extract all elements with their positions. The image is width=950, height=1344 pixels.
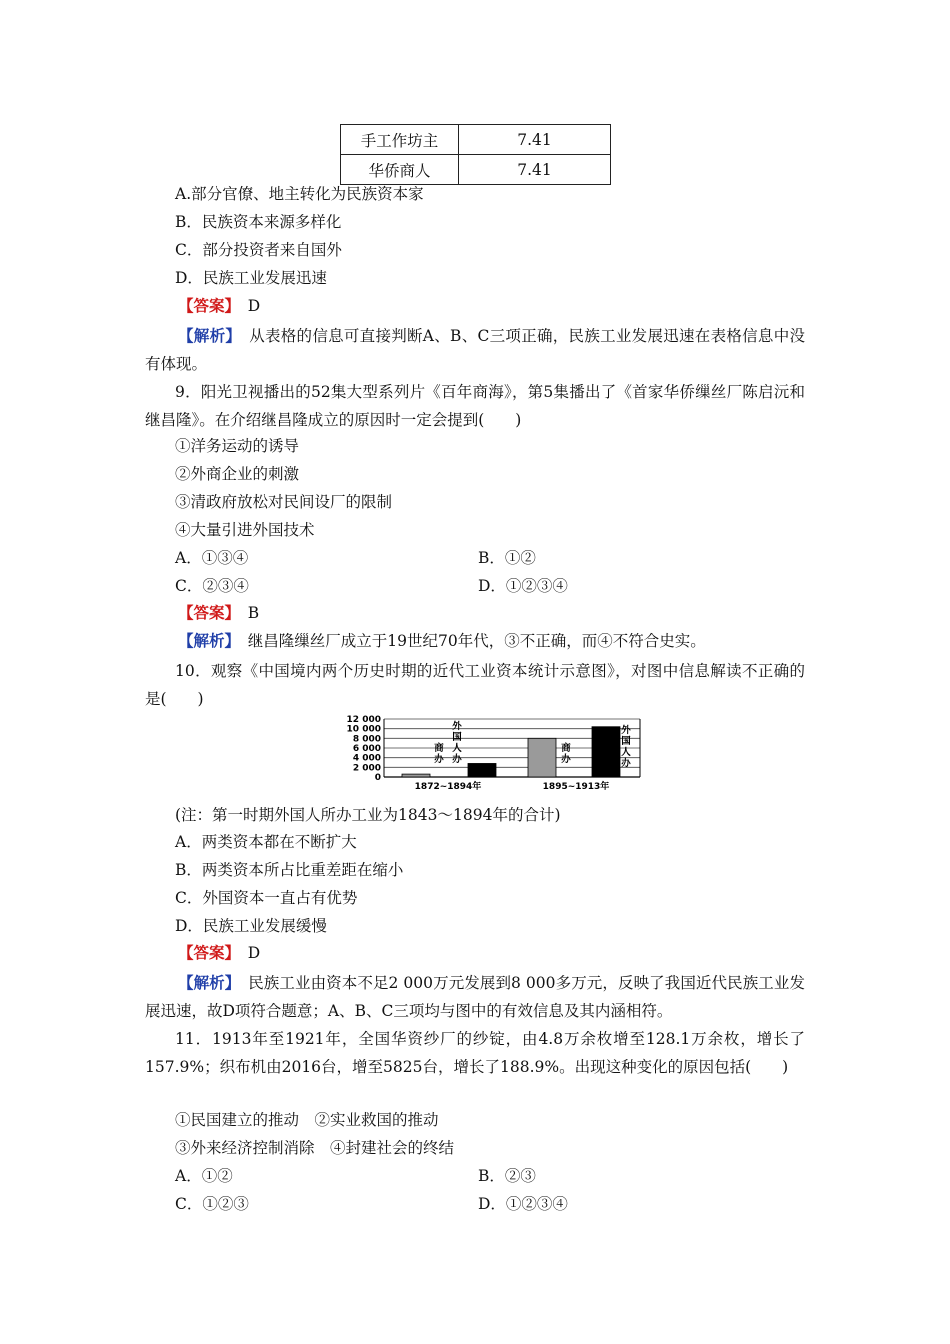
table-cell-label: 手工作坊主 — [341, 125, 459, 155]
bar-waiguo — [592, 727, 620, 777]
table-row — [341, 125, 611, 155]
bar-shang — [402, 774, 430, 777]
q8-analysis — [145, 322, 805, 378]
q9-answer — [178, 601, 259, 623]
bar-label-char: 办 — [434, 754, 444, 765]
answer-tag: 【答案】 — [178, 943, 233, 962]
q9-choice-b: B．①② — [478, 549, 536, 567]
bar-label-char: 办 — [621, 758, 631, 769]
q10-analysis — [145, 969, 805, 1025]
bar-label-char: 人 — [452, 743, 462, 754]
bar-label-char: 外 — [621, 725, 631, 736]
bar-label-char: 商 — [561, 743, 571, 754]
q8-option-a: A.部分官僚、地主转化为民族资本家 — [175, 185, 424, 203]
answer-tag: 【答案】 — [178, 603, 233, 622]
q9-choice-c: C．②③④ — [175, 577, 249, 595]
answer-tag: 【答案】 — [178, 296, 233, 315]
q10-option-d: D．民族工业发展缓慢 — [175, 917, 327, 935]
bar-waiguo — [468, 763, 496, 777]
q9-item: ①洋务运动的诱导 — [175, 437, 300, 455]
y-tick-label: 4 000 — [352, 753, 381, 764]
q10-option-c: C．外国资本一直占有优势 — [175, 889, 358, 907]
x-tick-label: 1895~1913年 — [542, 782, 610, 792]
q10-stem: 10．观察《中国境内两个历史时期的近代工业资本统计示意图》，对图中信息解读不正确的是( ) — [145, 662, 805, 708]
q11-choice-b: B．②③ — [478, 1167, 536, 1185]
bar-label-char: 办 — [561, 754, 571, 765]
q8-option-c: C．部分投资者来自国外 — [175, 241, 342, 259]
analysis-tag: 【解析】 — [178, 631, 233, 650]
q10-note: (注：第一时期外国人所办工业为1843～1894年的合计) — [175, 806, 561, 824]
y-tick-label: 6 000 — [352, 744, 381, 754]
q10-option-a: A．两类资本都在不断扩大 — [175, 833, 357, 851]
y-tick-label: 12 000 — [346, 715, 381, 725]
q10-option-b: B．两类资本所占比重差距在缩小 — [175, 861, 404, 879]
table-cell-label: 华侨商人 — [341, 155, 459, 185]
q9-stem: 9．阳光卫视播出的52集大型系列片《百年商海》，第5集播出了《首家华侨缫丝厂陈启沅和继昌隆》。在介绍继昌隆成立的原因时一定会提到( ) — [145, 383, 805, 429]
y-tick-label: 8 000 — [352, 734, 381, 745]
q8-answer — [178, 294, 260, 316]
q8-option-b: B．民族资本来源多样化 — [175, 213, 342, 231]
bar-label-char: 办 — [452, 754, 462, 765]
y-tick-label: 0 — [374, 773, 381, 783]
q9-item: ③清政府放松对民间设厂的限制 — [175, 493, 393, 511]
analysis-text: 民族工业由资本不足2 000万元发展到8 000多万元，反映了我国近代民族工业发展迅速，故D项符合题意；A、B、C三项均与图中的有效信息及其内涵相符。 — [145, 974, 805, 1020]
bar-label-char: 国 — [452, 732, 462, 743]
y-tick-label: 10 000 — [346, 724, 381, 735]
answer-value: B — [247, 604, 260, 622]
answer-value: D — [247, 297, 261, 315]
q11-choice-a: A．①② — [175, 1167, 233, 1185]
x-tick-label: 1872~1894年 — [414, 782, 482, 792]
q11-stem: 11．1913年至1921年，全国华资纱厂的纱锭，由4.8万余枚增至128.1万余枚，增长了157.9%；织布机由2016台，增至5825台，增长了188.9%。出现这种变化的原因包括( ) — [145, 1030, 805, 1076]
analysis-tag: 【解析】 — [178, 973, 233, 992]
table-cell-value: 7.41 — [459, 125, 611, 155]
table-row — [341, 155, 611, 185]
q9-analysis — [178, 629, 706, 651]
bar-label-char: 国 — [621, 736, 631, 747]
analysis-text: 从表格的信息可直接判断A、B、C三项正确，民族工业发展迅速在表格信息中没有体现。 — [145, 327, 805, 373]
q9-item: ④大量引进外国技术 — [175, 521, 315, 539]
q11-choice-c: C．①②③ — [175, 1195, 249, 1213]
y-tick-label: 2 000 — [352, 763, 381, 774]
bar-shang — [528, 738, 556, 777]
q11-item: ③外来经济控制消除 ④封建社会的终结 — [175, 1139, 455, 1157]
bar-label-char: 人 — [621, 747, 631, 758]
answer-value: D — [247, 944, 261, 962]
q11-item: ①民国建立的推动 ②实业救国的推动 — [175, 1111, 439, 1129]
investor-table — [340, 124, 611, 185]
capital-bar-chart — [342, 714, 648, 794]
table-cell-value: 7.41 — [459, 155, 611, 185]
q9-item: ②外商企业的刺激 — [175, 465, 300, 483]
bar-label-char: 商 — [434, 743, 444, 754]
q10-answer — [178, 941, 260, 963]
q11-choice-d: D．①②③④ — [478, 1195, 568, 1213]
analysis-tag: 【解析】 — [178, 326, 234, 345]
bar-label-char: 外 — [452, 721, 462, 732]
q8-option-d: D．民族工业发展迅速 — [175, 269, 327, 287]
analysis-text: 继昌隆缫丝厂成立于19世纪70年代，③不正确，而④不符合史实。 — [247, 632, 706, 650]
q9-choice-a: A．①③④ — [175, 549, 249, 567]
q9-choice-d: D．①②③④ — [478, 577, 568, 595]
